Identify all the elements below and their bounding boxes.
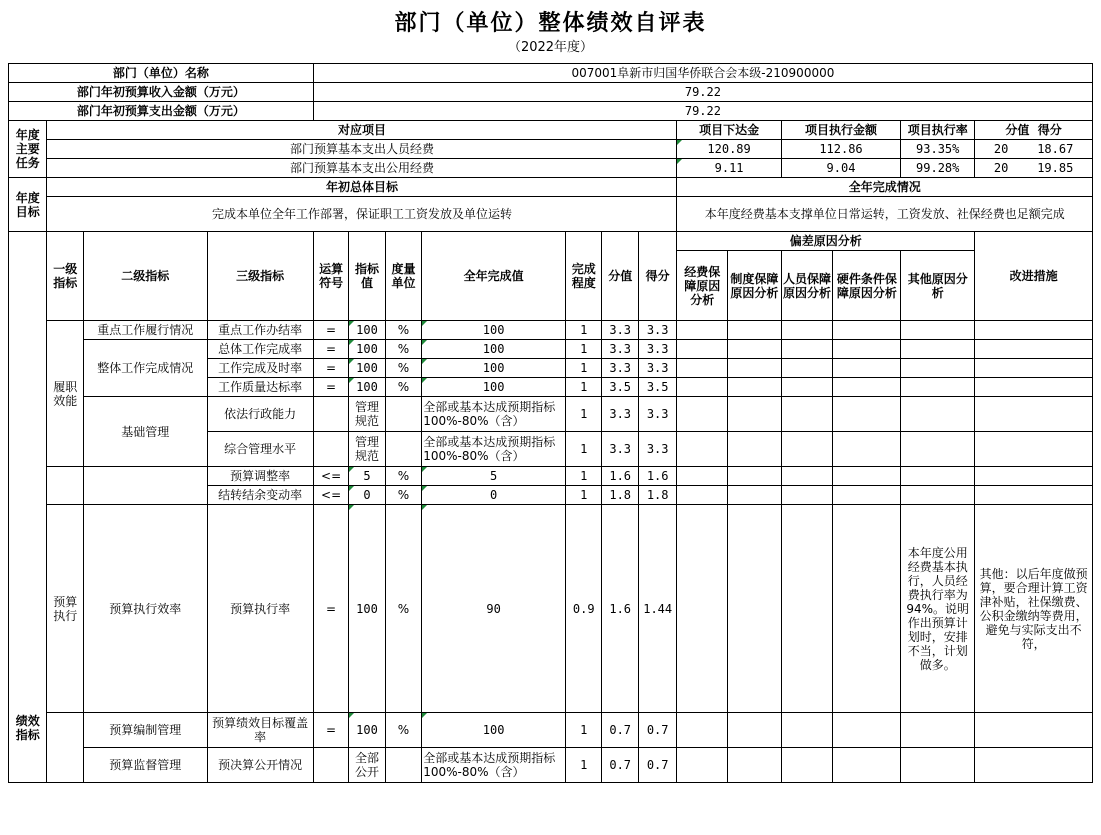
dev-system-cell[interactable] bbox=[728, 432, 782, 467]
score-cell[interactable]: 1.8 bbox=[602, 486, 638, 505]
hdr-target: 指标值 bbox=[349, 232, 385, 321]
dev-hardware-cell[interactable] bbox=[833, 432, 901, 467]
op-cell[interactable]: = bbox=[313, 505, 348, 713]
unit-cell[interactable] bbox=[385, 748, 421, 783]
evaluation-table bbox=[8, 63, 1093, 783]
level3-cell[interactable]: 总体工作完成率 bbox=[207, 340, 313, 359]
dev-system-cell[interactable] bbox=[728, 467, 782, 486]
value-cell[interactable]: 90 bbox=[422, 505, 566, 713]
indicators-side-label: 绩效指标 bbox=[9, 232, 47, 783]
tasks-header-score-result bbox=[975, 121, 1093, 140]
value-cell[interactable]: 100 bbox=[422, 713, 566, 748]
dev-other-cell[interactable] bbox=[901, 340, 975, 359]
score-cell[interactable]: 3.5 bbox=[602, 378, 638, 397]
result-cell[interactable]: 3.5 bbox=[638, 378, 676, 397]
tasks-side-label: 年度主要任务 bbox=[9, 121, 47, 178]
score-cell[interactable]: 3.3 bbox=[602, 359, 638, 378]
dev-staff-cell[interactable] bbox=[781, 505, 833, 713]
dev-system-cell[interactable] bbox=[728, 340, 782, 359]
unit-cell[interactable]: % bbox=[385, 467, 421, 486]
improvement-cell[interactable] bbox=[975, 467, 1093, 486]
dev-system-cell[interactable] bbox=[728, 397, 782, 432]
dev-system-cell[interactable] bbox=[728, 486, 782, 505]
target-cell[interactable]: 管理规范 bbox=[349, 432, 385, 467]
indicator-row bbox=[9, 397, 1093, 432]
level1-empty bbox=[47, 467, 83, 505]
result-cell[interactable]: 3.3 bbox=[638, 359, 676, 378]
hdr-deviation: 偏差原因分析 bbox=[677, 232, 975, 251]
indicator-row bbox=[9, 713, 1093, 748]
indicator-row bbox=[9, 467, 1093, 486]
hdr-dev-funding: 经费保障原因分析 bbox=[677, 251, 728, 321]
level2-empty bbox=[83, 467, 207, 505]
dev-other-cell[interactable] bbox=[901, 432, 975, 467]
value-cell[interactable]: 100 bbox=[422, 378, 566, 397]
improvement-cell[interactable] bbox=[975, 486, 1093, 505]
op-cell[interactable]: <= bbox=[313, 467, 348, 486]
result-cell[interactable]: 3.3 bbox=[638, 432, 676, 467]
score-cell[interactable]: 3.3 bbox=[602, 397, 638, 432]
unit-cell[interactable]: % bbox=[385, 378, 421, 397]
goals-initial-text[interactable]: 完成本单位全年工作部署，保证职工工资发放及单位运转 bbox=[47, 197, 677, 232]
tasks-header-executed: 项目执行金额 bbox=[781, 121, 901, 140]
task-score-result[interactable]: 20 19.85 bbox=[975, 159, 1093, 178]
hdr-completion: 完成程度 bbox=[566, 232, 602, 321]
task-rate[interactable]: 93.35% bbox=[901, 140, 975, 159]
income-value[interactable]: 79.22 bbox=[313, 83, 1092, 102]
op-cell[interactable] bbox=[313, 397, 348, 432]
op-cell[interactable]: = bbox=[313, 321, 348, 340]
page-subtitle: （2022年度） bbox=[507, 40, 594, 55]
dev-hardware-cell[interactable] bbox=[833, 505, 901, 713]
level3-cell[interactable]: 依法行政能力 bbox=[207, 397, 313, 432]
dev-other-cell[interactable] bbox=[901, 359, 975, 378]
indicator-row bbox=[9, 748, 1093, 783]
target-cell[interactable]: 100 bbox=[349, 505, 385, 713]
level3-cell[interactable]: 预算绩效目标覆盖率 bbox=[207, 713, 313, 748]
improvement-cell[interactable]: 其他：以后年度做预算，要合理计算工资津补贴，社保缴费、公积金缴纳等费用，避免与实际支出不符， bbox=[975, 505, 1093, 713]
score-cell[interactable]: 3.3 bbox=[602, 432, 638, 467]
dev-funding-cell[interactable] bbox=[677, 340, 728, 359]
target-cell[interactable]: 100 bbox=[349, 321, 385, 340]
hdr-dev-staff: 人员保障原因分析 bbox=[781, 251, 833, 321]
indicator-row bbox=[9, 505, 1093, 713]
task-allocated[interactable]: 120.89 bbox=[677, 140, 781, 159]
unit-cell[interactable]: % bbox=[385, 505, 421, 713]
target-cell[interactable]: 5 bbox=[349, 467, 385, 486]
dev-staff-cell[interactable] bbox=[781, 397, 833, 432]
level3-cell[interactable]: 工作质量达标率 bbox=[207, 378, 313, 397]
dev-staff-cell[interactable] bbox=[781, 432, 833, 467]
dev-funding-cell[interactable] bbox=[677, 505, 728, 713]
completion-cell[interactable]: 0.9 bbox=[566, 505, 602, 713]
task-row bbox=[9, 140, 1093, 159]
op-cell[interactable] bbox=[313, 748, 348, 783]
level2-cell[interactable]: 重点工作履行情况 bbox=[83, 321, 207, 340]
unit-cell[interactable]: % bbox=[385, 359, 421, 378]
score-cell[interactable]: 1.6 bbox=[602, 505, 638, 713]
dev-system-cell[interactable] bbox=[728, 748, 782, 783]
improvement-cell[interactable] bbox=[975, 340, 1093, 359]
hdr-dev-other: 其他原因分析 bbox=[901, 251, 975, 321]
improvement-cell[interactable] bbox=[975, 713, 1093, 748]
completion-cell[interactable]: 1 bbox=[566, 748, 602, 783]
improvement-cell[interactable] bbox=[975, 378, 1093, 397]
task-executed[interactable]: 9.04 bbox=[781, 159, 901, 178]
level3-cell[interactable]: 综合管理水平 bbox=[207, 432, 313, 467]
value-cell[interactable]: 100 bbox=[422, 340, 566, 359]
unit-cell[interactable]: % bbox=[385, 340, 421, 359]
score-cell[interactable]: 1.6 bbox=[602, 467, 638, 486]
improvement-cell[interactable] bbox=[975, 397, 1093, 432]
dev-other-cell[interactable] bbox=[901, 378, 975, 397]
goals-completion-text[interactable]: 本年度经费基本支撑单位日常运转，工资发放、社保经费也足额完成 bbox=[677, 197, 1093, 232]
tasks-header-score: 分值 bbox=[1005, 123, 1030, 137]
hdr-unit: 度量单位 bbox=[385, 232, 421, 321]
op-cell[interactable]: = bbox=[313, 713, 348, 748]
level3-cell[interactable]: 预算执行率 bbox=[207, 505, 313, 713]
hdr-dev-system: 制度保障原因分析 bbox=[728, 251, 782, 321]
dev-system-cell[interactable] bbox=[728, 321, 782, 340]
tasks-header-result: 得分 bbox=[1037, 123, 1062, 137]
value-cell[interactable]: 全部或基本达成预期指标100%-80%（含） bbox=[422, 432, 566, 467]
level2-cell[interactable]: 预算监督管理 bbox=[83, 748, 207, 783]
unit-cell[interactable]: % bbox=[385, 486, 421, 505]
dev-hardware-cell[interactable] bbox=[833, 321, 901, 340]
hdr-level2: 二级指标 bbox=[83, 232, 207, 321]
dev-other-cell[interactable] bbox=[901, 748, 975, 783]
hdr-operator: 运算符号 bbox=[313, 232, 348, 321]
improvement-cell[interactable] bbox=[975, 432, 1093, 467]
completion-cell[interactable]: 1 bbox=[566, 432, 602, 467]
level2-cell[interactable]: 整体工作完成情况 bbox=[83, 340, 207, 397]
dev-funding-cell[interactable] bbox=[677, 378, 728, 397]
page-title: 部门（单位）整体绩效自评表 bbox=[394, 10, 707, 36]
task-executed[interactable]: 112.86 bbox=[781, 140, 901, 159]
score-cell[interactable]: 0.7 bbox=[602, 713, 638, 748]
score-cell[interactable]: 0.7 bbox=[602, 748, 638, 783]
hdr-result: 得分 bbox=[638, 232, 676, 321]
completion-cell[interactable]: 1 bbox=[566, 486, 602, 505]
dev-hardware-cell[interactable] bbox=[833, 486, 901, 505]
dev-system-cell[interactable] bbox=[728, 378, 782, 397]
dev-staff-cell[interactable] bbox=[781, 467, 833, 486]
hdr-annual-value: 全年完成值 bbox=[422, 232, 566, 321]
completion-cell[interactable]: 1 bbox=[566, 378, 602, 397]
task-row bbox=[9, 159, 1093, 178]
level3-cell[interactable]: 预决算公开情况 bbox=[207, 748, 313, 783]
task-item[interactable]: 部门预算基本支出人员经费 bbox=[47, 140, 677, 159]
income-label: 部门年初预算收入金额（万元） bbox=[9, 83, 314, 102]
completion-cell[interactable]: 1 bbox=[566, 713, 602, 748]
dev-hardware-cell[interactable] bbox=[833, 713, 901, 748]
target-cell[interactable]: 100 bbox=[349, 359, 385, 378]
result-cell[interactable]: 0.7 bbox=[638, 748, 676, 783]
indicator-row bbox=[9, 321, 1093, 340]
hdr-level3: 三级指标 bbox=[207, 232, 313, 321]
dept-name-label: 部门（单位）名称 bbox=[9, 64, 314, 83]
hdr-dev-hardware: 硬件条件保障原因分析 bbox=[833, 251, 901, 321]
dev-hardware-cell[interactable] bbox=[833, 748, 901, 783]
unit-cell[interactable] bbox=[385, 397, 421, 432]
tasks-header-rate: 项目执行率 bbox=[901, 121, 975, 140]
score-cell[interactable]: 3.3 bbox=[602, 321, 638, 340]
dev-staff-cell[interactable] bbox=[781, 378, 833, 397]
level3-cell[interactable]: 重点工作办结率 bbox=[207, 321, 313, 340]
level3-cell[interactable]: 结转结余变动率 bbox=[207, 486, 313, 505]
score-cell[interactable]: 3.3 bbox=[602, 340, 638, 359]
tasks-header-item: 对应项目 bbox=[47, 121, 677, 140]
hdr-level1: 一级指标 bbox=[47, 232, 83, 321]
level3-cell[interactable]: 工作完成及时率 bbox=[207, 359, 313, 378]
dev-other-cell[interactable] bbox=[901, 467, 975, 486]
dev-other-cell[interactable] bbox=[901, 713, 975, 748]
dev-funding-cell[interactable] bbox=[677, 397, 728, 432]
value-cell[interactable]: 全部或基本达成预期指标100%-80%（含） bbox=[422, 397, 566, 432]
goals-initial-header: 年初总体目标 bbox=[47, 178, 677, 197]
op-cell[interactable]: = bbox=[313, 340, 348, 359]
completion-cell[interactable]: 1 bbox=[566, 359, 602, 378]
result-cell[interactable]: 3.3 bbox=[638, 397, 676, 432]
task-item[interactable]: 部门预算基本支出公用经费 bbox=[47, 159, 677, 178]
result-cell[interactable]: 3.3 bbox=[638, 340, 676, 359]
completion-cell[interactable]: 1 bbox=[566, 321, 602, 340]
group-budget: 预算执行 bbox=[47, 505, 83, 713]
result-cell[interactable]: 1.44 bbox=[638, 505, 676, 713]
dev-funding-cell[interactable] bbox=[677, 321, 728, 340]
indicator-row bbox=[9, 340, 1093, 359]
result-cell[interactable]: 1.6 bbox=[638, 467, 676, 486]
value-cell[interactable]: 5 bbox=[422, 467, 566, 486]
target-cell[interactable]: 全部公开 bbox=[349, 748, 385, 783]
hdr-score: 分值 bbox=[602, 232, 638, 321]
op-cell[interactable]: = bbox=[313, 378, 348, 397]
value-cell[interactable]: 100 bbox=[422, 359, 566, 378]
dev-funding-cell[interactable] bbox=[677, 432, 728, 467]
improvement-cell[interactable] bbox=[975, 321, 1093, 340]
value-cell[interactable]: 100 bbox=[422, 321, 566, 340]
result-cell[interactable]: 3.3 bbox=[638, 321, 676, 340]
group-performance: 履职效能 bbox=[47, 321, 83, 467]
dev-system-cell[interactable] bbox=[728, 505, 782, 713]
unit-cell[interactable] bbox=[385, 432, 421, 467]
dev-funding-cell[interactable] bbox=[677, 713, 728, 748]
dev-staff-cell[interactable] bbox=[781, 340, 833, 359]
level2-cell[interactable]: 预算编制管理 bbox=[83, 713, 207, 748]
op-cell[interactable] bbox=[313, 432, 348, 467]
improvement-cell[interactable] bbox=[975, 748, 1093, 783]
task-score-result[interactable]: 20 18.67 bbox=[975, 140, 1093, 159]
dev-staff-cell[interactable] bbox=[781, 359, 833, 378]
dev-other-cell[interactable] bbox=[901, 486, 975, 505]
dev-staff-cell[interactable] bbox=[781, 713, 833, 748]
dev-hardware-cell[interactable] bbox=[833, 340, 901, 359]
task-rate[interactable]: 99.28% bbox=[901, 159, 975, 178]
completion-cell[interactable]: 1 bbox=[566, 340, 602, 359]
target-cell[interactable]: 100 bbox=[349, 713, 385, 748]
target-cell[interactable]: 0 bbox=[349, 486, 385, 505]
dev-hardware-cell[interactable] bbox=[833, 467, 901, 486]
level1-empty bbox=[47, 713, 83, 783]
level2-cell[interactable]: 基础管理 bbox=[83, 397, 207, 467]
target-cell[interactable]: 100 bbox=[349, 378, 385, 397]
dev-other-cell[interactable] bbox=[901, 397, 975, 432]
completion-cell[interactable]: 1 bbox=[566, 467, 602, 486]
level3-cell[interactable]: 预算调整率 bbox=[207, 467, 313, 486]
result-cell[interactable]: 0.7 bbox=[638, 713, 676, 748]
expense-label: 部门年初预算支出金额（万元） bbox=[9, 102, 314, 121]
value-cell[interactable]: 全部或基本达成预期指标100%-80%（含） bbox=[422, 748, 566, 783]
improvement-cell[interactable] bbox=[975, 359, 1093, 378]
dev-hardware-cell[interactable] bbox=[833, 378, 901, 397]
target-cell[interactable]: 管理规范 bbox=[349, 397, 385, 432]
dev-staff-cell[interactable] bbox=[781, 748, 833, 783]
expense-value[interactable]: 79.22 bbox=[313, 102, 1092, 121]
task-allocated[interactable]: 9.11 bbox=[677, 159, 781, 178]
completion-cell[interactable]: 1 bbox=[566, 397, 602, 432]
dev-system-cell[interactable] bbox=[728, 359, 782, 378]
dev-hardware-cell[interactable] bbox=[833, 359, 901, 378]
hdr-improvement: 改进措施 bbox=[975, 232, 1093, 321]
value-cell[interactable]: 0 bbox=[422, 486, 566, 505]
dev-funding-cell[interactable] bbox=[677, 748, 728, 783]
dept-name-value[interactable]: 007001阜新市归国华侨联合会本级-210900000 bbox=[313, 64, 1092, 83]
tasks-header-allocated: 项目下达金 bbox=[677, 121, 781, 140]
dev-staff-cell[interactable] bbox=[781, 486, 833, 505]
goals-side-label: 年度目标 bbox=[9, 178, 47, 232]
unit-cell[interactable]: % bbox=[385, 321, 421, 340]
op-cell[interactable]: <= bbox=[313, 486, 348, 505]
dev-other-cell[interactable]: 本年度公用经费基本执行，人员经费执行率为94%。说明作出预算计划时，安排不当，计划做多。 bbox=[901, 505, 975, 713]
result-cell[interactable]: 1.8 bbox=[638, 486, 676, 505]
unit-cell[interactable]: % bbox=[385, 713, 421, 748]
dev-funding-cell[interactable] bbox=[677, 486, 728, 505]
level2-cell[interactable]: 预算执行效率 bbox=[83, 505, 207, 713]
dev-staff-cell[interactable] bbox=[781, 321, 833, 340]
op-cell[interactable]: = bbox=[313, 359, 348, 378]
dev-system-cell[interactable] bbox=[728, 713, 782, 748]
dev-funding-cell[interactable] bbox=[677, 467, 728, 486]
target-cell[interactable]: 100 bbox=[349, 340, 385, 359]
goals-completion-header: 全年完成情况 bbox=[677, 178, 1093, 197]
dev-other-cell[interactable] bbox=[901, 321, 975, 340]
dev-hardware-cell[interactable] bbox=[833, 397, 901, 432]
dev-funding-cell[interactable] bbox=[677, 359, 728, 378]
